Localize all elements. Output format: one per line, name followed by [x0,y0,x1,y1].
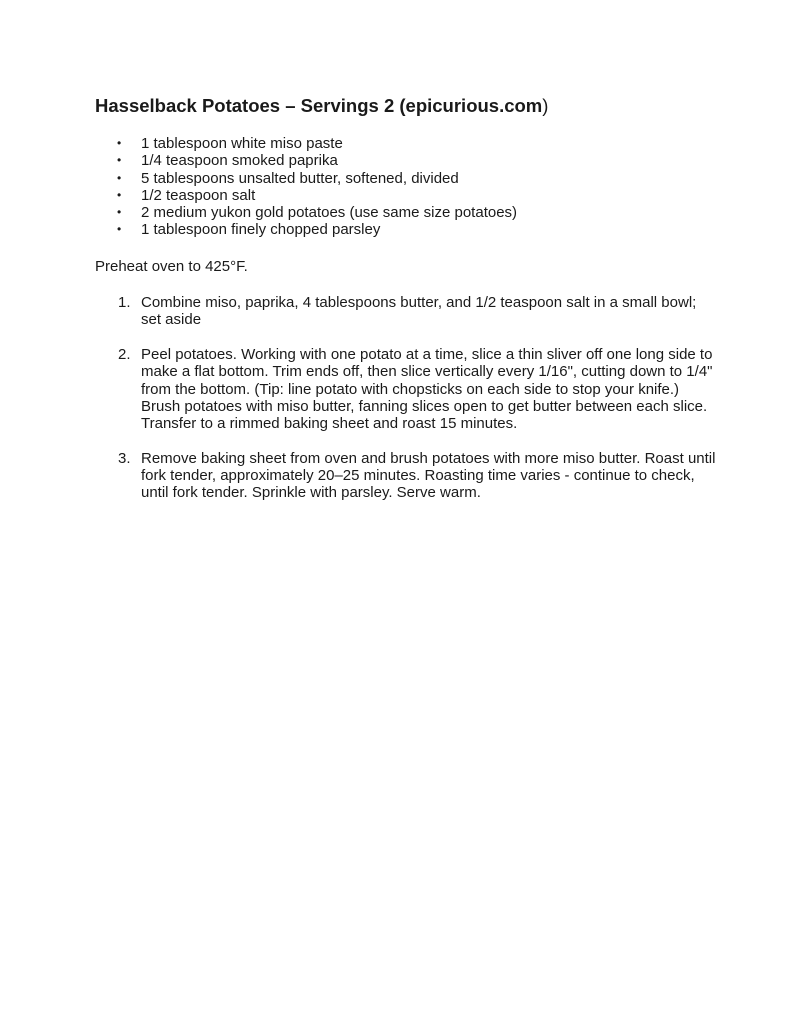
ingredient-text: 5 tablespoons unsalted butter, softened, divided [141,169,459,187]
ingredient-text: 1/2 teaspoon salt [141,186,256,204]
bullet-icon: • [117,222,122,237]
ingredient-text: 1 tablespoon white miso paste [141,135,343,152]
step-item [95,450,720,502]
step-item [95,346,720,432]
ingredient-item [95,187,720,204]
ingredient-text: 2 medium yukon gold potatoes (use same size potatoes) [141,204,518,222]
step-number: 1. [118,294,131,312]
ingredient-text: 1/4 teaspoon smoked paprika [141,152,338,170]
bullet-icon: • [117,136,122,150]
step-list [95,294,720,502]
bullet-icon: • [117,187,122,202]
ingredient-list [95,135,720,239]
step-number: 2. [118,345,131,363]
step-number: 3. [118,449,131,467]
recipe-title-text: Hasselback Potatoes – Servings 2 (epicurious.com [95,95,543,116]
preheat-instruction: Preheat oven to 425°F. [95,257,248,275]
bullet-icon: • [117,170,122,185]
ingredient-item [95,170,720,187]
step-text: Remove baking sheet from oven and brush potatoes with more miso butter. Roast until fork tender, approximately 20–25 minutes. Roasting time varies - continue to check, until fork tender. Sprinkle with parsley. Serve warm. [141,449,716,502]
ingredient-item [95,221,720,238]
ingredient-item [95,135,720,152]
bullet-icon: • [117,153,122,168]
ingredient-item [95,152,720,169]
step-item [95,294,720,329]
ingredient-item [95,204,720,221]
step-text: Combine miso, paprika, 4 tablespoons butter, and 1/2 teaspoon salt in a small bowl; set aside [141,294,697,329]
bullet-icon: • [117,205,122,220]
recipe-title [95,94,720,118]
recipe-document [95,94,720,519]
step-text: Peel potatoes. Working with one potato at a time, slice a thin sliver off one long side to make a flat bottom. Trim ends off, then slice vertically every 1/16", cutting down to 1/4" from the bottom. (Tip: line potato with chopsticks on each side to stop your knife.) Brush potatoes with miso butter, fanning slices open to get butter between each slice. Transfer to a rimmed baking sheet and roast 15 minutes. [141,345,713,433]
recipe-title-close-paren: ) [542,95,549,116]
ingredient-text: 1 tablespoon finely chopped parsley [141,221,381,239]
